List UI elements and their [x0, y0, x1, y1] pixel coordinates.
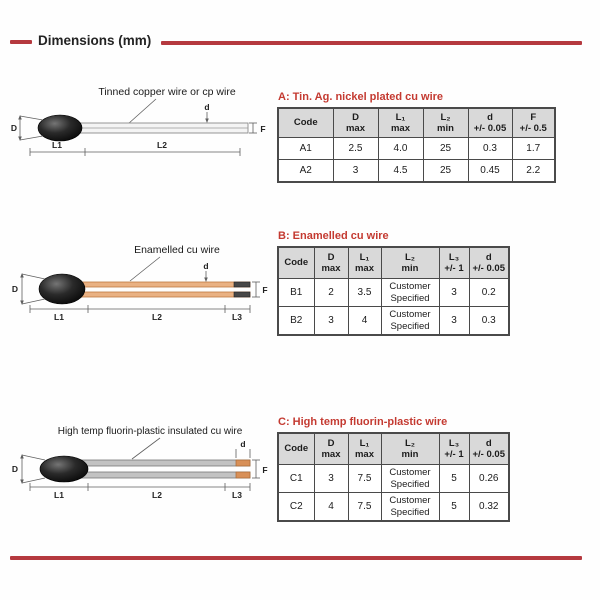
column-header-code: Code	[278, 108, 333, 138]
dim-D-label: D	[10, 123, 18, 133]
table-row	[278, 307, 509, 336]
dim-L2-label: L2	[152, 490, 162, 500]
table-cell: 3	[439, 307, 469, 336]
wire-shape	[68, 123, 248, 133]
table-header-row	[278, 247, 509, 279]
table-cell: 25	[423, 160, 468, 183]
table-c	[277, 432, 510, 522]
table-cell: A2	[278, 160, 333, 183]
table-cell: 5	[439, 465, 469, 493]
leader-line	[128, 99, 156, 124]
table-b-title: B: Enamelled cu wire	[278, 230, 389, 242]
diagram-a-tinned-copper-wire	[10, 82, 270, 162]
dim-L1-label: L1	[54, 312, 64, 322]
table-cell: C1	[278, 465, 314, 493]
section-c-table-block	[277, 416, 510, 522]
dim-L3-label: L3	[232, 490, 242, 500]
table-cell: 0.2	[469, 279, 509, 307]
table-cell: 3	[314, 307, 348, 336]
column-header-d-max: D max	[333, 108, 378, 138]
column-header-code: Code	[278, 433, 314, 465]
dim-L3-label: L3	[232, 312, 242, 322]
table-cell: 4.5	[378, 160, 423, 183]
column-header-d-max: D max	[314, 433, 348, 465]
section-b-table-block	[277, 230, 510, 336]
table-a	[277, 107, 556, 183]
table-cell: 4	[314, 493, 348, 522]
dim-L1-label: L1	[54, 490, 64, 500]
table-row	[278, 493, 509, 522]
table-cell: 3	[439, 279, 469, 307]
table-cell: 3.5	[348, 279, 381, 307]
dim-D-label: D	[11, 284, 19, 294]
table-cell: 0.3	[469, 307, 509, 336]
column-header-l2-min: L₂ min	[381, 247, 439, 279]
dim-d-label: d	[204, 102, 210, 112]
table-cell: Customer Specified	[381, 465, 439, 493]
diagram-c-fluorin-plastic-wire	[10, 422, 270, 507]
leader-line	[132, 438, 160, 459]
table-cell: 2.2	[512, 160, 555, 183]
dim-D-label: D	[11, 464, 19, 474]
page-title: Dimensions (mm)	[38, 33, 152, 48]
table-row	[278, 279, 509, 307]
dim-F-label: F	[262, 285, 268, 295]
table-cell: Customer Specified	[381, 307, 439, 336]
table-row	[278, 138, 555, 160]
dim-F-lines	[252, 460, 260, 478]
dim-d-label: d	[203, 261, 209, 271]
table-cell: 0.3	[468, 138, 512, 160]
column-header-l2-min: L₂ min	[423, 108, 468, 138]
column-header-l1-max: L₁ max	[348, 433, 381, 465]
dim-d-lines	[204, 271, 208, 282]
table-cell: 4.0	[378, 138, 423, 160]
table-cell: 7.5	[348, 465, 381, 493]
header-accent-dash	[10, 40, 32, 44]
table-cell: B2	[278, 307, 314, 336]
diagram-b-label: Enamelled cu wire	[134, 244, 220, 256]
table-cell: 2.5	[333, 138, 378, 160]
table-b	[277, 246, 510, 336]
table-cell: 0.26	[469, 465, 509, 493]
column-header-f-tol: F +/- 0.5	[512, 108, 555, 138]
header-rule	[161, 41, 582, 45]
section-a-table-block	[277, 91, 556, 183]
footer-rule	[10, 556, 582, 560]
column-header-l3-tol: L₃ +/- 1	[439, 247, 469, 279]
column-header-l1-max: L₁ max	[348, 247, 381, 279]
table-row	[278, 160, 555, 183]
thermistor-bead	[39, 274, 85, 304]
table-cell: B1	[278, 279, 314, 307]
table-cell: 2	[314, 279, 348, 307]
dim-d-lines	[205, 112, 209, 123]
dim-d-lines	[236, 449, 250, 458]
table-a-title: A: Tin. Ag. nickel plated cu wire	[278, 91, 444, 103]
dim-L2-label: L2	[152, 312, 162, 322]
table-cell: C2	[278, 493, 314, 522]
dim-F-lines	[249, 123, 257, 133]
dim-F-label: F	[260, 124, 266, 134]
diagram-c-label: High temp fluorin-plastic insulated cu wire	[57, 426, 243, 437]
column-header-l1-max: L₁ max	[378, 108, 423, 138]
table-cell: 4	[348, 307, 381, 336]
table-cell: 1.7	[512, 138, 555, 160]
column-header-d-tol: d +/- 0.05	[469, 433, 509, 465]
dim-L2-label: L2	[157, 140, 167, 150]
column-header-d-tol: d +/- 0.05	[468, 108, 512, 138]
table-row	[278, 465, 509, 493]
table-cell: 3	[314, 465, 348, 493]
table-cell: 0.32	[469, 493, 509, 522]
table-cell: 25	[423, 138, 468, 160]
column-header-l2-min: L₂ min	[381, 433, 439, 465]
column-header-l3-tol: L₃ +/- 1	[439, 433, 469, 465]
thermistor-bead	[40, 456, 88, 482]
table-cell: 3	[333, 160, 378, 183]
table-cell: Customer Specified	[381, 279, 439, 307]
table-cell: Customer Specified	[381, 493, 439, 522]
dim-F-label: F	[262, 465, 268, 475]
thermistor-bead	[38, 115, 82, 141]
column-header-d-tol: d +/- 0.05	[469, 247, 509, 279]
leader-line	[130, 257, 160, 281]
table-cell: 5	[439, 493, 469, 522]
diagram-a-label: Tinned copper wire or cp wire	[98, 86, 236, 98]
dim-F-lines	[252, 282, 260, 297]
wire-shape	[72, 460, 250, 478]
dim-d-label: d	[240, 439, 246, 449]
table-header-row	[278, 108, 555, 138]
table-cell: 0.45	[468, 160, 512, 183]
diagram-b-enamelled-wire	[10, 240, 270, 325]
column-header-d-max: D max	[314, 247, 348, 279]
column-header-code: Code	[278, 247, 314, 279]
wire-shape	[68, 282, 250, 297]
table-c-title: C: High temp fluorin-plastic wire	[278, 416, 448, 428]
table-header-row	[278, 433, 509, 465]
table-cell: 7.5	[348, 493, 381, 522]
table-cell: A1	[278, 138, 333, 160]
dim-L1-label: L1	[52, 140, 62, 150]
